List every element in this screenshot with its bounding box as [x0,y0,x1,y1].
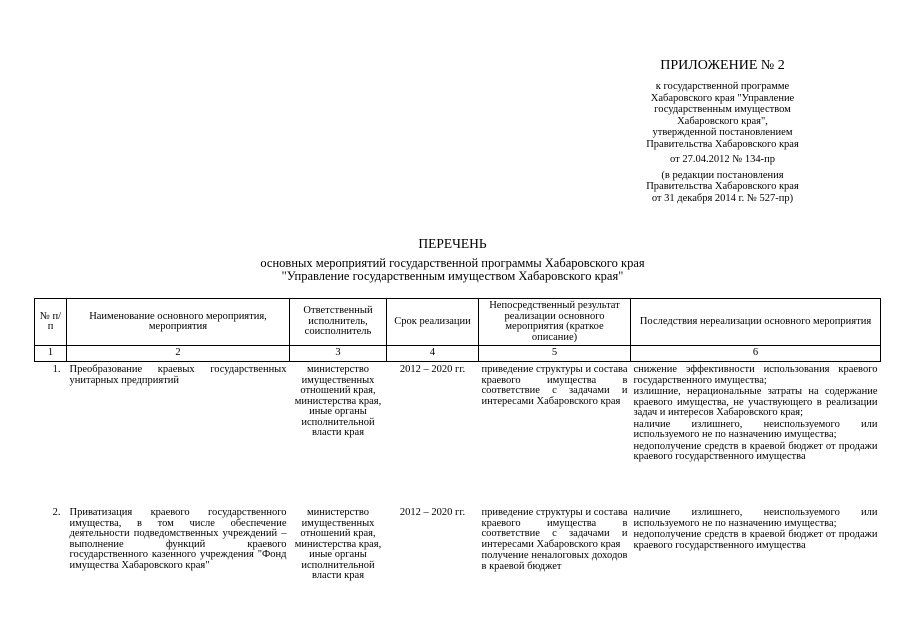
measures-table [34,298,881,582]
header-responsible: Ответственный исполнитель, соисполнитель [290,299,387,346]
column-number-row [35,346,881,362]
row-number: 2. [52,507,61,518]
header-result: Непосредственный результат реализации основного мероприятия (краткое описание) [479,299,631,346]
document-subtitle-line: "Управление государственным имуществом Хабаровского края" [281,269,624,283]
column-number: 4 [387,346,479,362]
consequence-item: недополучение средств в краевой бюджет от продажи краевого государственного имущества [633,529,878,551]
implementation-term: 2012 – 2020 гг. [399,364,466,375]
annex-title: ПРИЛОЖЕНИЕ № 2 [660,58,785,73]
non-implementation-consequences [631,505,881,582]
header-term: Срок реализации [387,299,479,346]
column-number: 2 [67,346,290,362]
measure-name: Преобразование краевых государственных унитарных предприятий [69,364,287,386]
annex-line: Хабаровского края", [677,115,768,127]
annex-line: Хабаровского края "Управление [650,92,795,104]
direct-result [479,505,631,582]
table-header-row [35,299,881,346]
direct-result [479,362,631,506]
annex-edition-line: Правительства Хабаровского края [646,181,799,192]
consequence-item: наличие излишнего, неиспользуемого или используемого не по назначению имущества; [633,418,878,440]
result-item: приведение структуры и состава краевого имущества в соответствие с задачами и интересами Хабаровского края [481,364,628,407]
result-item: приведение структуры и состава краевого имущества в соответствие с задачами и интересами Хабаровского края [481,507,628,550]
table-row [35,505,881,582]
annex-line: государственным имуществом [654,104,791,115]
annex-line: к государственной программе [655,81,790,92]
annex-line: Правительства Хабаровского края [646,138,799,150]
consequence-item: недополучение средств в краевой бюджет от продажи краевого государственного имущества [633,440,878,462]
consequence-item: снижение эффективности использования краевого государственного имущества; [633,364,878,386]
document-title: ПЕРЕЧЕНЬ [418,236,487,251]
document-heading [0,236,905,283]
result-item: получение неналоговых доходов в краевой бюджет [481,550,628,572]
header-name: Наименование основного мероприятия, мероприятия [67,299,290,346]
responsible-executor: министерство имущественных отношений края, министерства края, иные органы исполнительной власти края [294,364,382,438]
annex-edition-line: от 31 декабря 2014 г. № 527-пр) [651,192,794,204]
consequence-item: излишние, нерациональные затраты на содержание краевого имущества, не участвующего в реализации задач и интересов Хабаровского края; [633,386,878,418]
non-implementation-consequences [631,362,881,506]
annex-date-line: от 27.04.2012 № 134-пр [670,154,775,165]
column-number: 5 [479,346,631,362]
annex-block [600,58,845,204]
document-subtitle-line: основных мероприятий государственной программы Хабаровского края [260,256,645,270]
responsible-executor: министерство имущественных отношений края, министерства края, иные органы исполнительной власти края [294,507,382,581]
annex-line: утвержденной постановлением [652,127,793,138]
implementation-term: 2012 – 2020 гг. [399,507,466,518]
column-number: 3 [290,346,387,362]
row-number: 1. [52,364,61,375]
column-number: 1 [35,346,67,362]
consequence-item: наличие излишнего, неиспользуемого или используемого не по назначению имущества; [633,507,878,529]
header-num: № п/п [35,299,67,346]
column-number: 6 [631,346,881,362]
measure-name: Приватизация краевого государственного имущества, в том числе обеспечение деятельности подведомственных учреждений – выполнение функций краевого государственного казенного учреждения "Фонд имущества Хабаровского края" [69,507,287,571]
table-row [35,362,881,506]
header-consequences: Последствия нереализации основного мероприятия [631,299,881,346]
annex-edition-line: (в редакции постановления [661,169,784,181]
